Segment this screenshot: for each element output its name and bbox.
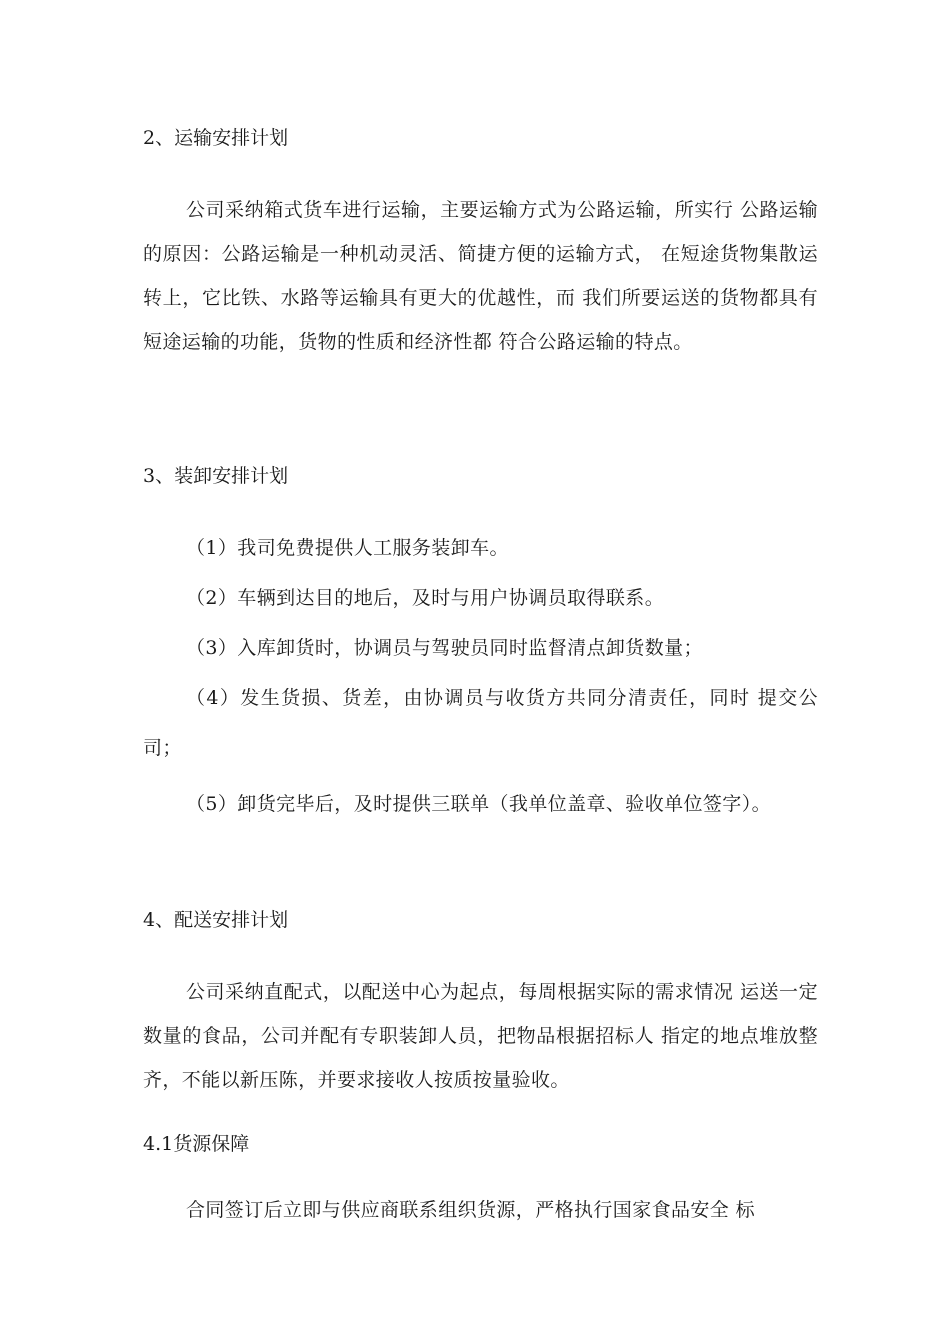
list-item: （5）卸货完毕后，及时提供三联单（我单位盖章、验收单位签字）。 [186, 793, 771, 815]
paragraph-transport: 公司采纳箱式货车进行运输，主要运输方式为公路运输，所实行 公路运输的原因：公路运输是一种机动灵活、简捷方便的运输方式， 在短途货物集散运转上，它比铁、水路等运输具有更大的优越性，而 我们所要运送的货物都具有短途运输的功能，货物的性质和经济性都 符合公路运输的特点。 [143, 199, 818, 353]
list-item: （4）发生货损、货差，由协调员与收货方共同分清责任，同时 提交公司； [143, 687, 818, 759]
section-heading-delivery: 4、配送安排计划 [143, 909, 289, 931]
section-heading-transport: 2、运输安排计划 [143, 127, 289, 149]
list-item: （1）我司免费提供人工服务装卸车。 [186, 537, 509, 559]
section-heading-loading: 3、装卸安排计划 [143, 465, 289, 487]
list-item: （2）车辆到达目的地后，及时与用户协调员取得联系。 [186, 587, 665, 609]
section-heading-supply: 4.1货源保障 [143, 1133, 250, 1155]
list-item: （3）入库卸货时，协调员与驾驶员同时监督清点卸货数量； [186, 637, 703, 659]
paragraph-delivery: 公司采纳直配式，以配送中心为起点，每周根据实际的需求情况 运送一定数量的食品，公司并配有专职装卸人员，把物品根据招标人 指定的地点堆放整齐，不能以新压陈，并要求接收人按质按量验收。 [143, 981, 818, 1091]
paragraph-supply: 合同签订后立即与供应商联系组织货源，严格执行国家食品安全 标 [186, 1199, 756, 1221]
